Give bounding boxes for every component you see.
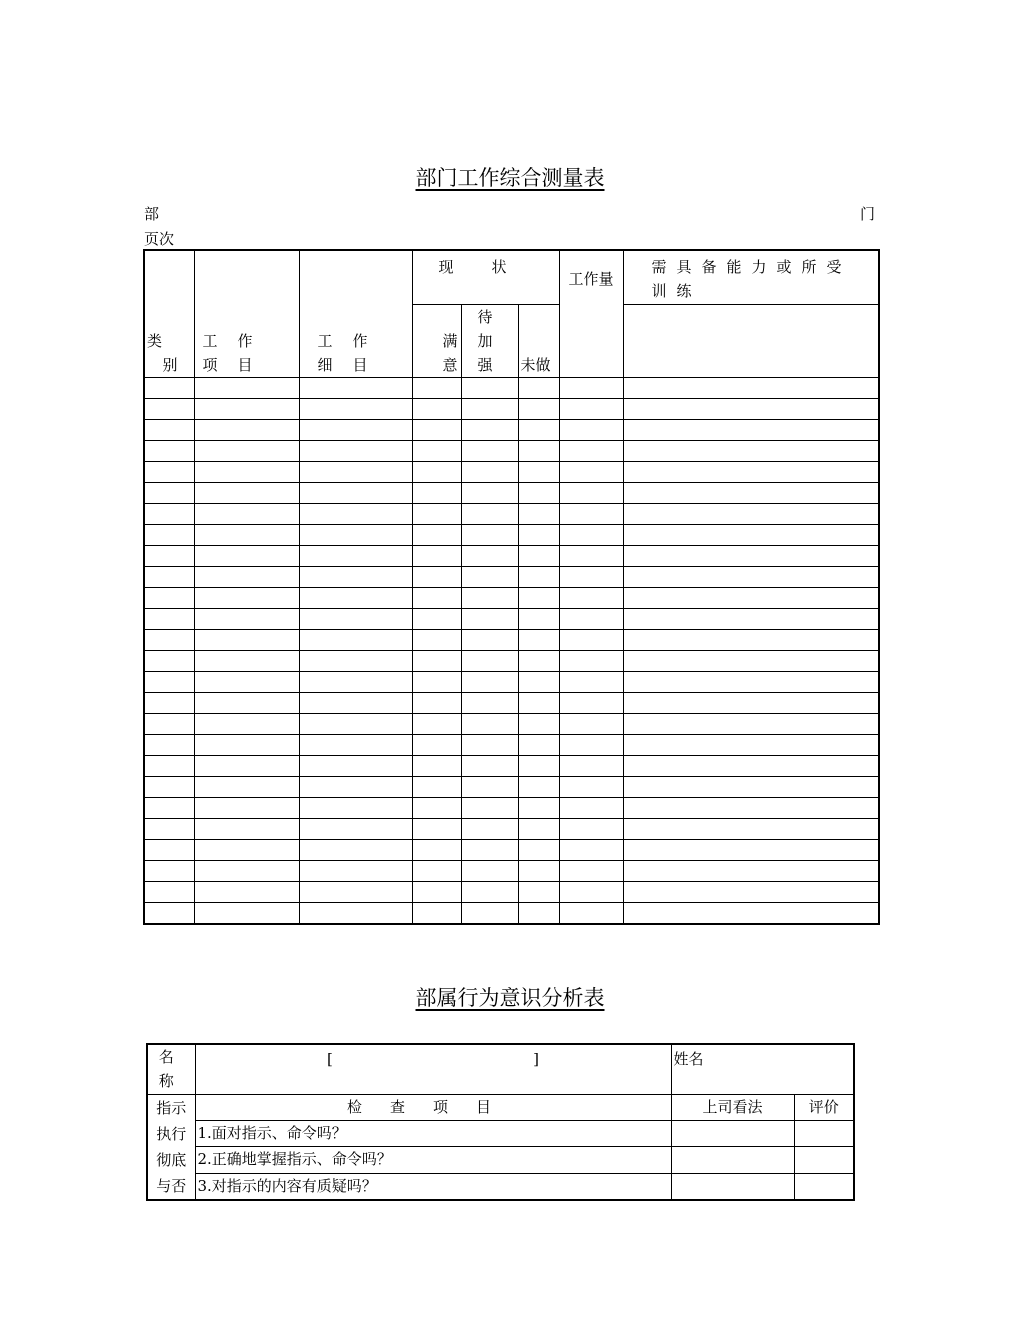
table-cell[interactable] <box>299 504 412 525</box>
table-cell[interactable] <box>559 630 623 651</box>
table-cell[interactable] <box>194 714 299 735</box>
table-cell[interactable] <box>299 546 412 567</box>
table-cell[interactable] <box>194 483 299 504</box>
table-cell[interactable] <box>623 651 879 672</box>
table-cell[interactable] <box>144 651 194 672</box>
name-label: 名称 <box>147 1044 195 1095</box>
person-name-label: 姓名 <box>671 1044 854 1095</box>
supervisor-opinion-cell[interactable] <box>671 1173 794 1200</box>
table-cell[interactable] <box>461 441 518 462</box>
table-row <box>144 546 879 567</box>
table-cell[interactable] <box>518 546 559 567</box>
table-cell[interactable] <box>299 378 412 399</box>
table-cell[interactable] <box>559 861 623 882</box>
table-row <box>144 630 879 651</box>
table-cell[interactable] <box>518 630 559 651</box>
table-cell[interactable] <box>518 714 559 735</box>
table-cell[interactable] <box>194 840 299 861</box>
table-cell[interactable] <box>559 441 623 462</box>
table-cell[interactable] <box>518 525 559 546</box>
table-row <box>144 567 879 588</box>
table-cell[interactable] <box>518 504 559 525</box>
table-cell[interactable] <box>412 651 461 672</box>
table-cell[interactable] <box>559 378 623 399</box>
table-cell[interactable] <box>559 462 623 483</box>
table-cell[interactable] <box>623 483 879 504</box>
table-cell[interactable] <box>144 672 194 693</box>
table-cell[interactable] <box>518 420 559 441</box>
table-cell[interactable] <box>461 882 518 903</box>
table-cell[interactable] <box>194 441 299 462</box>
table-cell[interactable] <box>559 882 623 903</box>
work-measurement-table <box>143 249 880 925</box>
table-cell[interactable] <box>461 525 518 546</box>
table-cell[interactable] <box>518 777 559 798</box>
table-cell[interactable] <box>518 861 559 882</box>
table-cell[interactable] <box>412 399 461 420</box>
table-cell[interactable] <box>194 672 299 693</box>
table-cell[interactable] <box>461 504 518 525</box>
table-cell[interactable] <box>518 588 559 609</box>
table-cell[interactable] <box>144 777 194 798</box>
table-row <box>144 882 879 903</box>
name-field[interactable]: [ ] <box>195 1044 671 1095</box>
table-cell[interactable] <box>623 567 879 588</box>
table-row <box>144 861 879 882</box>
table-cell[interactable] <box>144 609 194 630</box>
table-cell[interactable] <box>194 798 299 819</box>
table-cell[interactable] <box>144 588 194 609</box>
header-workload: 工作量 <box>559 250 623 378</box>
table-cell[interactable] <box>461 777 518 798</box>
table-cell[interactable] <box>412 819 461 840</box>
table-cell[interactable] <box>194 462 299 483</box>
table-cell[interactable] <box>194 861 299 882</box>
table-cell[interactable] <box>518 567 559 588</box>
table-cell[interactable] <box>559 714 623 735</box>
table-cell[interactable] <box>144 420 194 441</box>
table-cell[interactable] <box>412 756 461 777</box>
table-cell[interactable] <box>412 903 461 925</box>
table-cell[interactable] <box>559 483 623 504</box>
table-cell[interactable] <box>144 903 194 925</box>
table-cell[interactable] <box>194 651 299 672</box>
table-cell[interactable] <box>559 777 623 798</box>
table-cell[interactable] <box>412 861 461 882</box>
table-cell[interactable] <box>461 399 518 420</box>
table-cell[interactable] <box>299 567 412 588</box>
table-cell[interactable] <box>144 567 194 588</box>
table-row <box>144 609 879 630</box>
table-cell[interactable] <box>623 399 879 420</box>
table-cell[interactable] <box>559 840 623 861</box>
table-cell[interactable] <box>299 735 412 756</box>
table-cell[interactable] <box>461 483 518 504</box>
header-not-done: 未做 <box>518 305 559 378</box>
table-cell[interactable] <box>412 420 461 441</box>
table-cell[interactable] <box>144 504 194 525</box>
table-cell[interactable] <box>144 399 194 420</box>
table-cell[interactable] <box>144 483 194 504</box>
table-row <box>144 840 879 861</box>
table-cell[interactable] <box>461 735 518 756</box>
table-row <box>144 483 879 504</box>
header-work-detail: 工作细目 <box>299 250 412 378</box>
table-cell[interactable] <box>559 567 623 588</box>
table-cell[interactable] <box>623 777 879 798</box>
table-cell[interactable] <box>299 462 412 483</box>
table-cell[interactable] <box>461 798 518 819</box>
table-cell[interactable] <box>518 609 559 630</box>
table-cell[interactable] <box>461 420 518 441</box>
table-cell[interactable] <box>559 798 623 819</box>
table-cell[interactable] <box>623 441 879 462</box>
table-cell[interactable] <box>623 420 879 441</box>
table-cell[interactable] <box>518 651 559 672</box>
table-cell[interactable] <box>412 483 461 504</box>
table-cell[interactable] <box>518 378 559 399</box>
table-cell[interactable] <box>299 756 412 777</box>
table-cell[interactable] <box>299 609 412 630</box>
table-cell[interactable] <box>144 861 194 882</box>
table-cell[interactable] <box>461 819 518 840</box>
check-item: 3.对指示的内容有质疑吗？ <box>195 1173 671 1200</box>
table-cell[interactable] <box>461 861 518 882</box>
table-cell[interactable] <box>412 462 461 483</box>
table-cell[interactable] <box>559 819 623 840</box>
section-label-line: 指示 <box>156 1099 187 1117</box>
table-cell[interactable] <box>194 630 299 651</box>
table-row <box>144 903 879 925</box>
table-row <box>144 819 879 840</box>
table-row <box>144 378 879 399</box>
table-row <box>144 756 879 777</box>
table-row <box>144 798 879 819</box>
form-title: 部门工作综合测量表 <box>415 166 605 190</box>
table-cell[interactable] <box>461 378 518 399</box>
table-cell[interactable] <box>412 546 461 567</box>
table-cell[interactable] <box>299 525 412 546</box>
table-cell[interactable] <box>299 399 412 420</box>
rating-cell[interactable] <box>794 1147 854 1173</box>
table-cell[interactable] <box>299 819 412 840</box>
table-row <box>144 714 879 735</box>
table-cell[interactable] <box>461 714 518 735</box>
table-cell[interactable] <box>412 840 461 861</box>
header-abilities: 需具备能力或所受训练 <box>623 250 879 305</box>
table-row <box>144 672 879 693</box>
table-cell[interactable] <box>461 609 518 630</box>
table-cell[interactable] <box>299 714 412 735</box>
dept-label-right: 门 <box>860 205 876 223</box>
table-cell[interactable] <box>461 588 518 609</box>
table-cell[interactable] <box>412 882 461 903</box>
table-cell[interactable] <box>623 861 879 882</box>
table-cell[interactable] <box>623 840 879 861</box>
table-cell[interactable] <box>412 525 461 546</box>
header-satisfied: 满意 <box>412 305 461 378</box>
table-cell[interactable] <box>518 903 559 925</box>
table-cell[interactable] <box>518 399 559 420</box>
table-cell[interactable] <box>518 756 559 777</box>
table-cell[interactable] <box>412 777 461 798</box>
table-cell[interactable] <box>299 483 412 504</box>
table-cell[interactable] <box>559 735 623 756</box>
table-cell[interactable] <box>623 693 879 714</box>
table-cell[interactable] <box>518 693 559 714</box>
table-row <box>144 777 879 798</box>
table-cell[interactable] <box>144 735 194 756</box>
table-cell[interactable] <box>194 504 299 525</box>
table-cell[interactable] <box>518 819 559 840</box>
table-cell[interactable] <box>299 798 412 819</box>
table-cell[interactable] <box>144 693 194 714</box>
table-cell[interactable] <box>144 525 194 546</box>
table-cell[interactable] <box>194 882 299 903</box>
table-cell[interactable] <box>518 735 559 756</box>
table-cell[interactable] <box>623 798 879 819</box>
rating-cell[interactable] <box>794 1121 854 1147</box>
table-cell[interactable] <box>461 693 518 714</box>
table-cell[interactable] <box>461 651 518 672</box>
table-cell[interactable] <box>194 525 299 546</box>
table-cell[interactable] <box>144 714 194 735</box>
table-cell[interactable] <box>559 609 623 630</box>
check-item: 2.正确地掌握指示、命令吗？ <box>195 1147 671 1173</box>
table-row <box>144 441 879 462</box>
table-cell[interactable] <box>412 441 461 462</box>
table-cell[interactable] <box>299 588 412 609</box>
table-cell[interactable] <box>623 609 879 630</box>
table-cell[interactable] <box>623 903 879 925</box>
table-cell[interactable] <box>194 546 299 567</box>
table-cell[interactable] <box>299 672 412 693</box>
table-cell[interactable] <box>461 672 518 693</box>
table-cell[interactable] <box>299 693 412 714</box>
table-cell[interactable] <box>412 504 461 525</box>
table-cell[interactable] <box>412 588 461 609</box>
table-cell[interactable] <box>194 777 299 798</box>
header-abilities-blank <box>623 305 879 378</box>
table-cell[interactable] <box>559 504 623 525</box>
supervisor-opinion-cell[interactable] <box>671 1147 794 1173</box>
section-label <box>147 1095 195 1201</box>
table-cell[interactable] <box>412 630 461 651</box>
table-cell[interactable] <box>518 483 559 504</box>
section-label-line: 与否 <box>156 1177 187 1195</box>
table-cell[interactable] <box>518 441 559 462</box>
table-cell[interactable] <box>559 651 623 672</box>
table-cell[interactable] <box>299 840 412 861</box>
table-row <box>144 525 879 546</box>
table-cell[interactable] <box>412 378 461 399</box>
table-cell[interactable] <box>194 609 299 630</box>
table-cell[interactable] <box>194 903 299 925</box>
table-cell[interactable] <box>559 672 623 693</box>
table-cell[interactable] <box>559 756 623 777</box>
table-cell[interactable] <box>299 861 412 882</box>
table-cell[interactable] <box>299 420 412 441</box>
table-row <box>144 651 879 672</box>
table-cell[interactable] <box>461 546 518 567</box>
section-label-line: 彻底 <box>156 1151 187 1169</box>
table-row <box>144 420 879 441</box>
table-cell[interactable] <box>144 378 194 399</box>
table-cell[interactable] <box>518 882 559 903</box>
table-cell[interactable] <box>194 819 299 840</box>
table-cell[interactable] <box>623 819 879 840</box>
rating-cell[interactable] <box>794 1173 854 1200</box>
table-cell[interactable] <box>623 714 879 735</box>
page-number-label: 页次 <box>144 230 175 248</box>
table-cell[interactable] <box>144 462 194 483</box>
table-cell[interactable] <box>461 840 518 861</box>
header-category: 类别 <box>144 250 194 378</box>
table-row <box>144 588 879 609</box>
header-to-strengthen: 待加强 <box>461 305 518 378</box>
table-cell[interactable] <box>299 651 412 672</box>
table-cell[interactable] <box>194 588 299 609</box>
check-item: 1.面对指示、命令吗？ <box>195 1121 671 1147</box>
header-status: 现状 <box>412 250 559 305</box>
table-cell[interactable] <box>144 798 194 819</box>
table-cell[interactable] <box>623 672 879 693</box>
table-cell[interactable] <box>194 399 299 420</box>
table-cell[interactable] <box>412 567 461 588</box>
table-cell[interactable] <box>461 903 518 925</box>
table-cell[interactable] <box>194 420 299 441</box>
table-cell[interactable] <box>623 882 879 903</box>
table-cell[interactable] <box>299 777 412 798</box>
table-cell[interactable] <box>623 462 879 483</box>
table-cell[interactable] <box>518 462 559 483</box>
table-cell[interactable] <box>623 630 879 651</box>
table-cell[interactable] <box>412 798 461 819</box>
table-cell[interactable] <box>461 567 518 588</box>
table-cell[interactable] <box>559 399 623 420</box>
table-cell[interactable] <box>194 378 299 399</box>
table-cell[interactable] <box>144 630 194 651</box>
rating-header: 评价 <box>794 1095 854 1121</box>
table-cell[interactable] <box>299 903 412 925</box>
table-cell[interactable] <box>623 546 879 567</box>
table-row <box>144 735 879 756</box>
table-cell[interactable] <box>559 588 623 609</box>
table-cell[interactable] <box>461 462 518 483</box>
table-cell[interactable] <box>144 546 194 567</box>
table-cell[interactable] <box>623 378 879 399</box>
behavior-analysis-table <box>146 1043 855 1201</box>
table-cell[interactable] <box>412 693 461 714</box>
supervisor-opinion-cell[interactable] <box>671 1121 794 1147</box>
table-cell[interactable] <box>144 441 194 462</box>
table-cell[interactable] <box>623 504 879 525</box>
table-cell[interactable] <box>299 630 412 651</box>
table-cell[interactable] <box>194 693 299 714</box>
table-cell[interactable] <box>518 672 559 693</box>
table-cell[interactable] <box>559 693 623 714</box>
table-row <box>144 462 879 483</box>
table-cell[interactable] <box>194 567 299 588</box>
table-cell[interactable] <box>144 756 194 777</box>
table-cell[interactable] <box>461 756 518 777</box>
header-work-item: 工作项目 <box>194 250 299 378</box>
table-cell[interactable] <box>559 420 623 441</box>
table-cell[interactable] <box>412 672 461 693</box>
table-cell[interactable] <box>518 840 559 861</box>
table-cell[interactable] <box>144 840 194 861</box>
table-cell[interactable] <box>623 525 879 546</box>
table-cell[interactable] <box>559 903 623 925</box>
table-cell[interactable] <box>412 735 461 756</box>
table-cell[interactable] <box>412 609 461 630</box>
table-cell[interactable] <box>299 441 412 462</box>
table-row <box>144 399 879 420</box>
table-cell[interactable] <box>559 525 623 546</box>
table-cell[interactable] <box>623 756 879 777</box>
section-label-line: 执行 <box>156 1125 187 1143</box>
table-cell[interactable] <box>144 882 194 903</box>
table-cell[interactable] <box>144 819 194 840</box>
form-title-2: 部属行为意识分析表 <box>415 986 605 1010</box>
table-cell[interactable] <box>194 756 299 777</box>
supervisor-opinion-header: 上司看法 <box>671 1095 794 1121</box>
table-cell[interactable] <box>299 882 412 903</box>
table-cell[interactable] <box>461 630 518 651</box>
table-row <box>144 693 879 714</box>
table-cell[interactable] <box>194 735 299 756</box>
dept-label-left: 部 <box>144 205 160 223</box>
table-cell[interactable] <box>412 714 461 735</box>
table-cell[interactable] <box>623 735 879 756</box>
table-cell[interactable] <box>518 798 559 819</box>
table-cell[interactable] <box>559 546 623 567</box>
table-cell[interactable] <box>623 588 879 609</box>
table-row <box>144 504 879 525</box>
check-items-header: 检查项目 <box>195 1095 671 1121</box>
